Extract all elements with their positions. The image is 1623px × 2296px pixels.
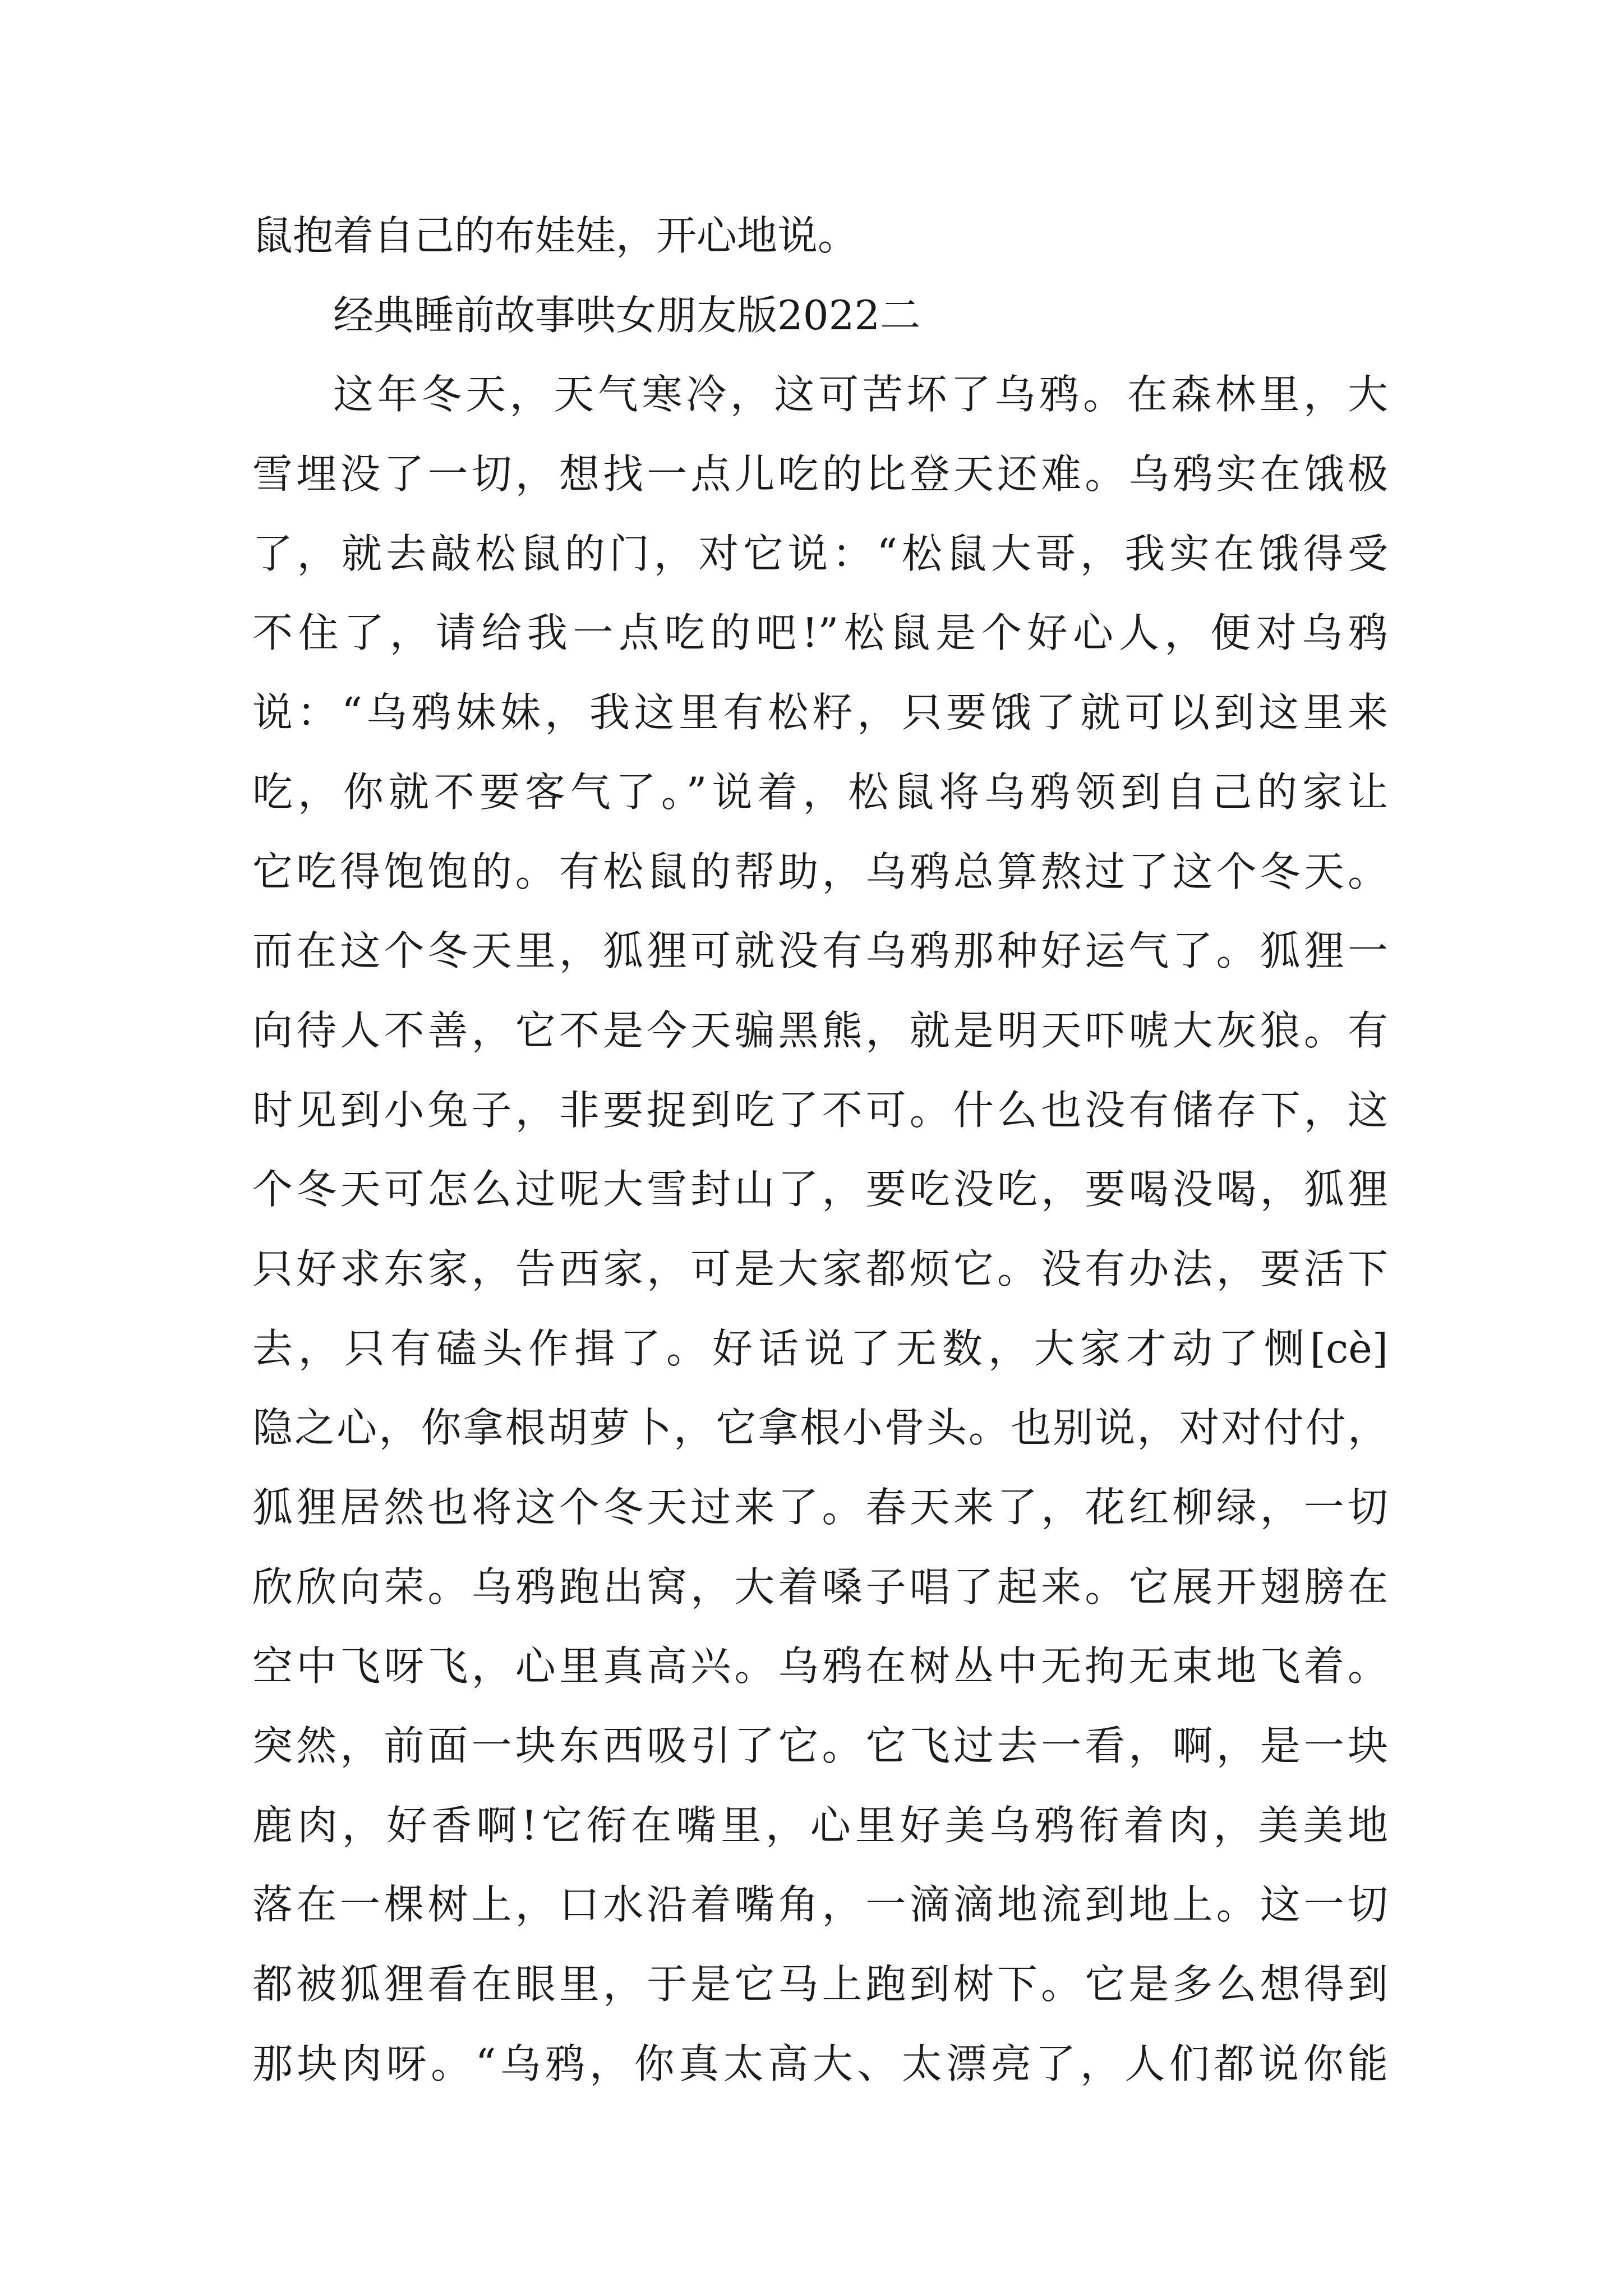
text-line: 去，只有磕头作揖了。好话说了无数，大家才动了恻[cè] — [252, 1324, 1388, 1372]
text-line: 狐狸居然也将这个冬天过来了。春天来了，花红柳绿，一切 — [252, 1484, 1388, 1531]
text-line: 吃，你就不要客气了。”说着，松鼠将乌鸦领到自己的家让 — [252, 768, 1388, 816]
text-line: 鹿肉，好香啊!它衔在嘴里，心里好美乌鸦衔着肉，美美地 — [252, 1801, 1388, 1849]
text-line: 鼠抱着自己的布娃娃，开心地说。 — [252, 212, 859, 259]
text-line: 而在这个冬天里，狐狸可就没有乌鸦那种好运气了。狐狸一 — [252, 927, 1388, 975]
section-title: 经典睡前故事哄女朋友版2022二 — [333, 291, 921, 339]
body-text — [252, 196, 1388, 2104]
text-line: 说：“乌鸦妹妹，我这里有松籽，只要饿了就可以到这里来 — [252, 689, 1388, 737]
text-line: 空中飞呀飞，心里真高兴。乌鸦在树丛中无拘无束地飞着。 — [252, 1642, 1388, 1690]
text-line: 隐之心，你拿根胡萝卜，它拿根小骨头。也别说，对对付付， — [252, 1404, 1388, 1452]
text-line: 它吃得饱饱的。有松鼠的帮助，乌鸦总算熬过了这个冬天。 — [252, 848, 1388, 895]
text-line: 个冬天可怎么过呢大雪封山了，要吃没吃，要喝没喝，狐狸 — [252, 1166, 1388, 1213]
text-line: 这年冬天，天气寒冷，这可苦坏了乌鸦。在森林里，大 — [333, 371, 1388, 418]
text-line: 突然，前面一块东西吸引了它。它飞过去一看，啊，是一块 — [252, 1722, 1388, 1770]
text-line: 欣欣向荣。乌鸦跑出窝，大着嗓子唱了起来。它展开翅膀在 — [252, 1563, 1388, 1611]
text-line: 雪埋没了一切，想找一点儿吃的比登天还难。乌鸦实在饿极 — [252, 450, 1388, 498]
text-line: 时见到小兔子，非要捉到吃了不可。什么也没有储存下，这 — [252, 1086, 1388, 1134]
text-line: 只好求东家，告西家，可是大家都烦它。没有办法，要活下 — [252, 1245, 1388, 1292]
text-line: 不住了，请给我一点吃的吧!”松鼠是个好心人，便对乌鸦 — [252, 609, 1388, 657]
text-line: 了，就去敲松鼠的门，对它说：“松鼠大哥，我实在饿得受 — [252, 530, 1388, 577]
text-line: 向待人不善，它不是今天骗黑熊，就是明天吓唬大灰狼。有 — [252, 1006, 1388, 1054]
text-line: 落在一棵树上，口水沿着嘴角，一滴滴地流到地上。这一切 — [252, 1881, 1388, 1929]
text-line: 那块肉呀。“乌鸦，你真太高大、太漂亮了，人们都说你能 — [252, 2040, 1388, 2087]
text-line: 都被狐狸看在眼里，于是它马上跑到树下。它是多么想得到 — [252, 1961, 1388, 2008]
